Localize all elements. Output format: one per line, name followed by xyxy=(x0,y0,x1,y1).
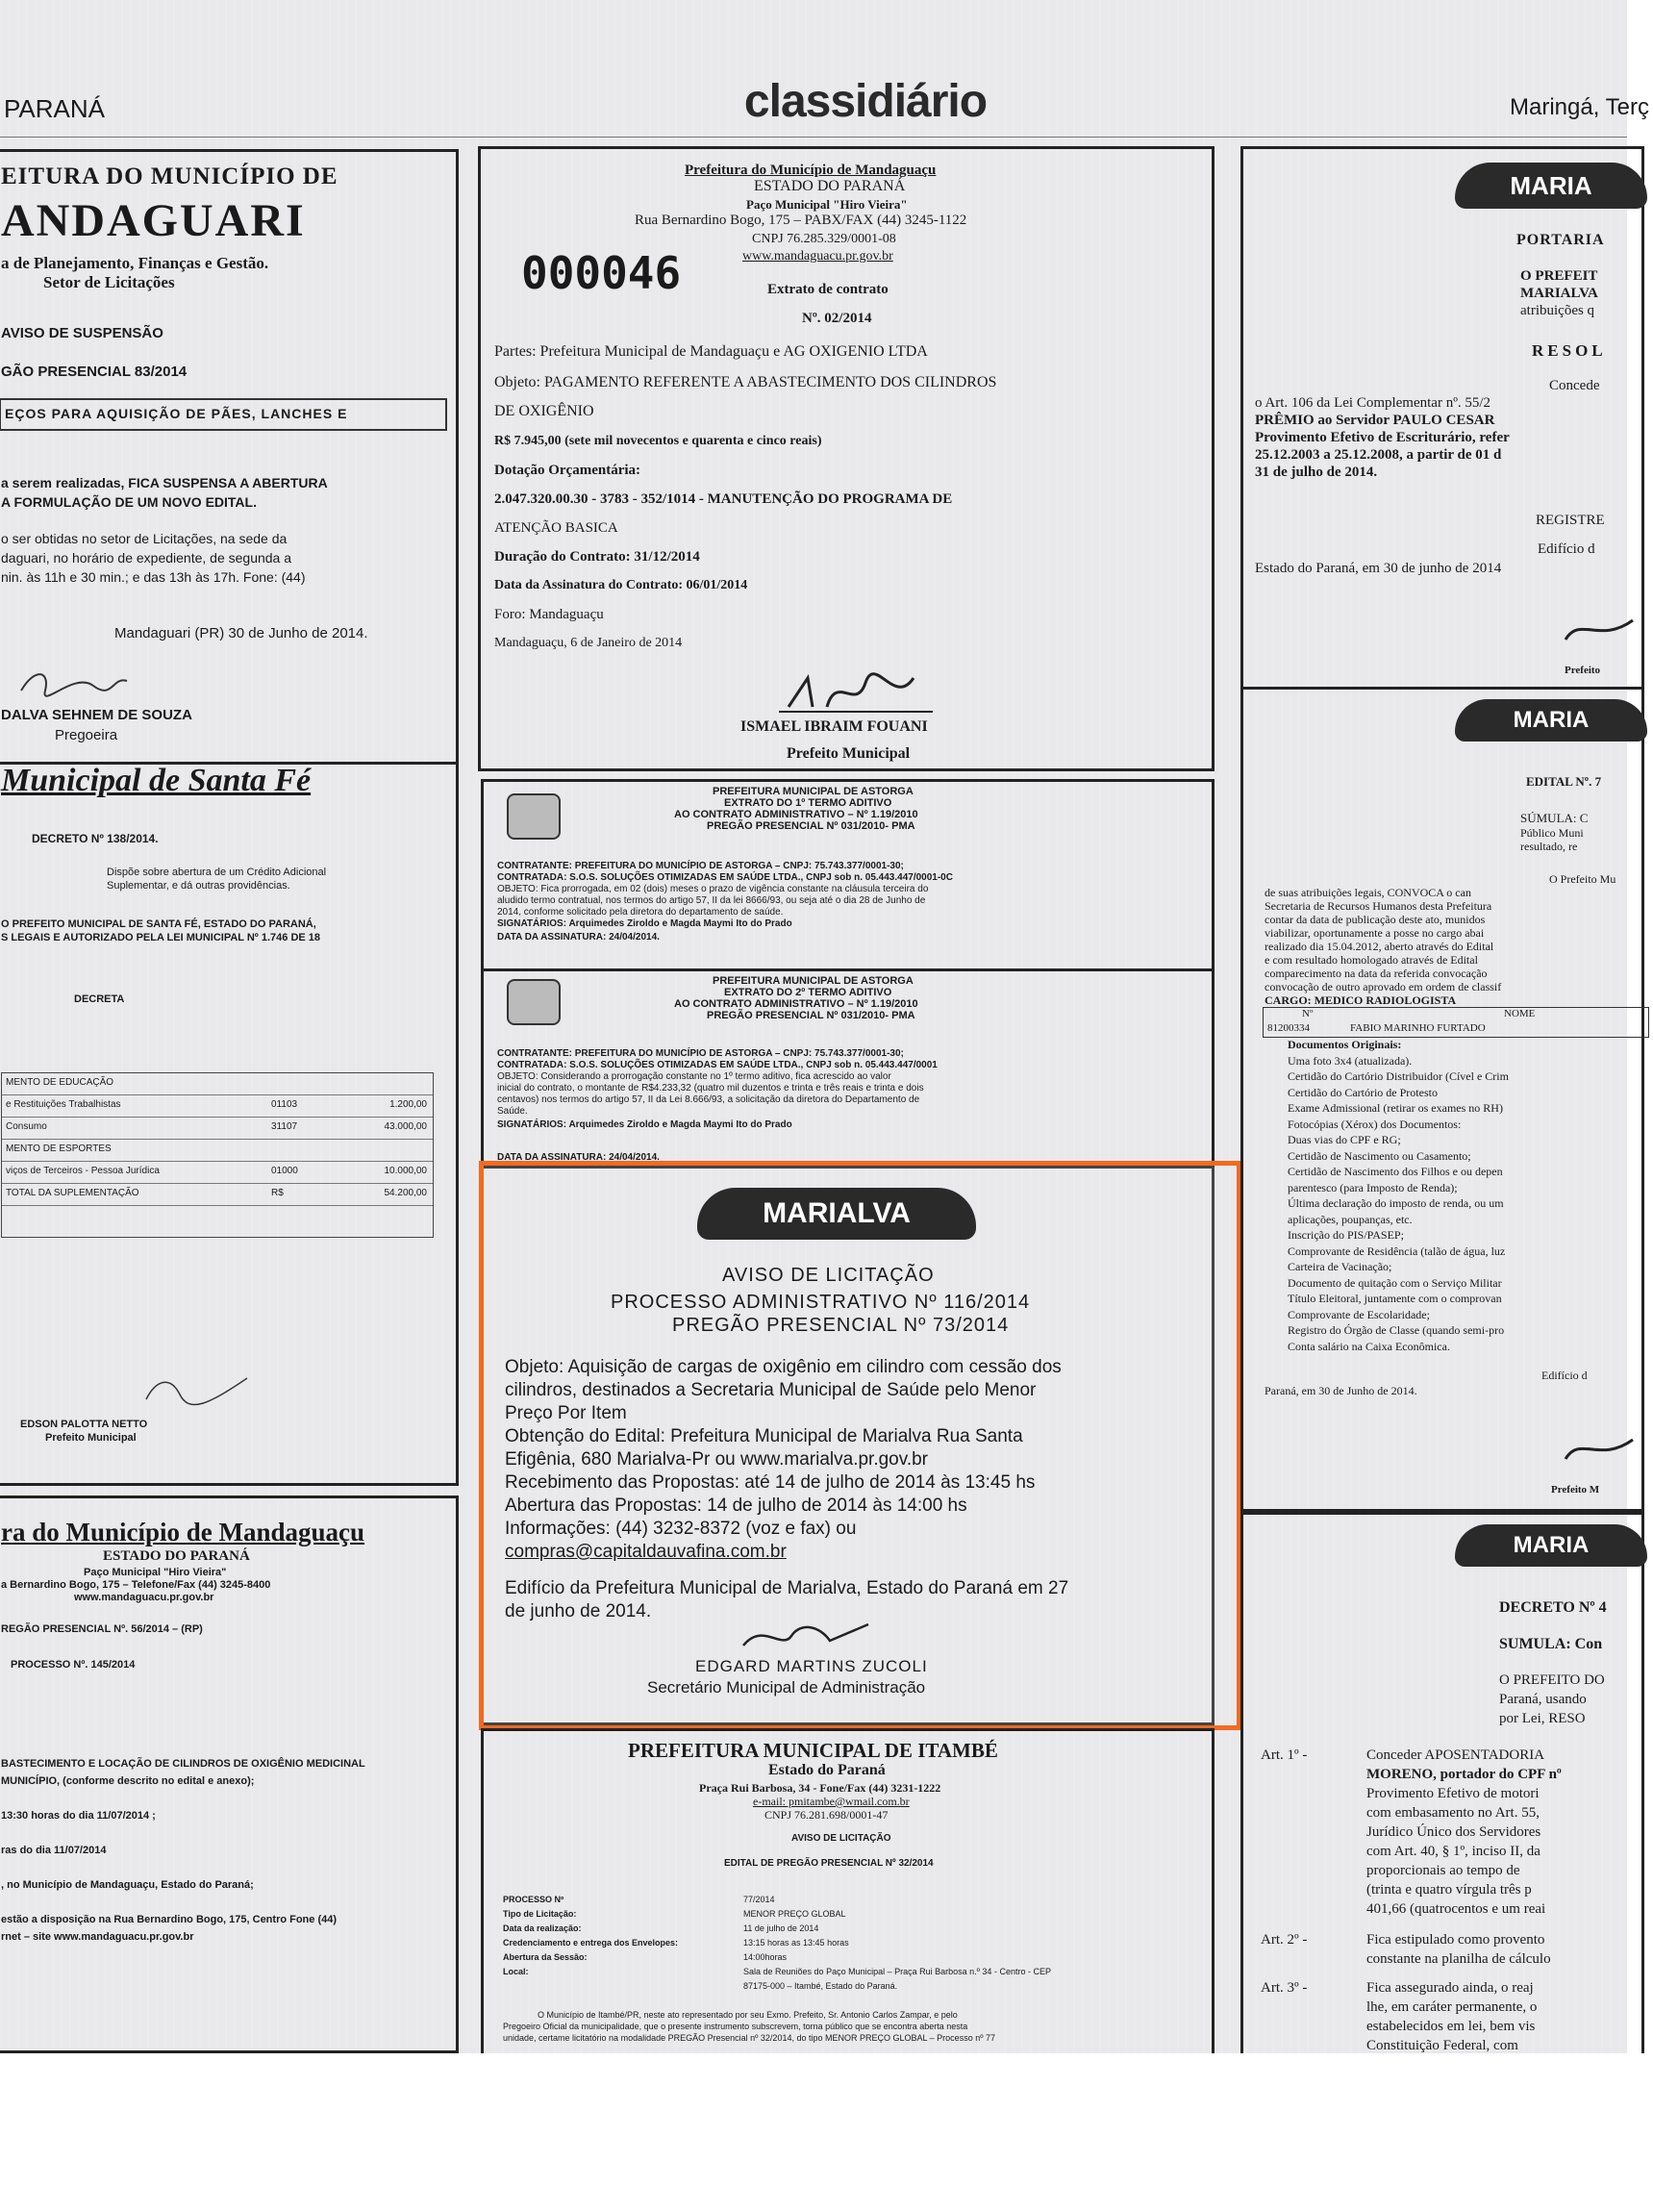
astorga2-head2: EXTRATO DO 2º TERMO ADITIVO xyxy=(724,987,892,998)
extrato-heading: Extrato de contrato xyxy=(767,282,889,297)
table-cell-label: viços de Terceiros - Pessoa Jurídica xyxy=(6,1166,160,1176)
detail-value: 77/2014 xyxy=(743,1895,775,1904)
mandaguari-body2: A FORMULAÇÃO DE UM NOVO EDITAL. xyxy=(1,494,257,510)
table-cell-label: e Restituições Trabalhistas xyxy=(6,1099,121,1110)
extrato-signer: ISMAEL IBRAIM FOUANI xyxy=(740,718,928,735)
right-parana2: Paraná, em 30 de Junho de 2014. xyxy=(1265,1384,1417,1397)
table-cell-value: 10.000,00 xyxy=(384,1166,427,1176)
right-edificio2: Edifício d xyxy=(1541,1369,1588,1382)
marialva-l11: de junho de 2014. xyxy=(505,1601,652,1621)
santafe-signer: EDSON PALOTTA NETTO xyxy=(20,1419,148,1430)
astorga-crest-icon xyxy=(507,979,561,1025)
marialva-l4: Obtenção do Edital: Prefeitura Municipal de Marialva Rua Santa xyxy=(505,1426,1023,1446)
list-item: Duas vias do CPF e RG; xyxy=(1288,1133,1401,1146)
right-signature-1 xyxy=(1561,611,1638,649)
extrato-signature xyxy=(769,668,942,716)
list-item: Conta salário na Caixa Econômica. xyxy=(1288,1339,1450,1353)
mandaguari-body4: daguari, no horário de expediente, de segunda a xyxy=(1,550,292,566)
table-row xyxy=(2,1095,433,1118)
extrato-stamp: 000046 xyxy=(521,247,682,299)
astorga1-head1: PREFEITURA MUNICIPAL DE ASTORGA xyxy=(713,786,914,797)
right-tbl-row-nome: FABIO MARINHO FURTADO xyxy=(1350,1022,1486,1034)
right-art-1: Art. 1º - xyxy=(1261,1747,1308,1763)
detail-key: Local: xyxy=(503,1967,529,1976)
right-convoca5: viabilizar, oportunamente a posse no cargo abai xyxy=(1265,926,1485,940)
extrato-assinatura: Data da Assinatura do Contrato: 06/01/2014 xyxy=(494,578,748,592)
detail-key: PROCESSO Nº xyxy=(503,1895,564,1904)
marialva-l8: Informações: (44) 3232-8372 (voz e fax) ou xyxy=(505,1519,857,1539)
astorga2-l5: centavos) nos termos do artigo 57, II da Lei 8.666/93, a solicitação da diretora do Departamento de xyxy=(497,1094,920,1105)
extrato-valor: R$ 7.945,00 (sete mil novecentos e quarenta e cinco reais) xyxy=(494,434,822,448)
list-item xyxy=(503,1981,1176,1996)
mandaguacu-processo: PROCESSO Nº. 145/2014 xyxy=(11,1659,136,1671)
right-documents-list xyxy=(1288,1038,1653,1365)
extrato-local: Mandaguaçu, 6 de Janeiro de 2014 xyxy=(494,636,683,650)
right-sumula-dec: SUMULA: Con xyxy=(1499,1636,1603,1652)
mandaguacu-site: www.mandaguacu.pr.gov.br xyxy=(74,1592,214,1603)
itambe-foot1: O Município de Itambé/PR, neste ato representado por seu Exmo. Prefeito, Sr. Antonio Carlos Zampar, e pelo xyxy=(538,2010,958,2020)
mandaguari-signature xyxy=(16,662,132,700)
right-art-1a: Conceder APOSENTADORIA xyxy=(1366,1747,1545,1763)
marialva-l7: Abertura das Propostas: 14 de julho de 2014 às 14:00 hs xyxy=(505,1496,967,1516)
astorga1-l7: DATA DA ASSINATURA: 24/04/2014. xyxy=(497,932,660,943)
mandaguari-aviso: AVISO DE SUSPENSÃO xyxy=(1,325,163,341)
astorga1-l4: aludido termo contratual, nos termos do artigo 57, II da lei 8666/93, ou seja até o dia 28 de Junho de xyxy=(497,895,926,906)
marialva-pregao: PREGÃO PRESENCIAL Nº 73/2014 xyxy=(672,1315,1010,1336)
marialva-l3: Preço Por Item xyxy=(505,1403,627,1423)
astorga1-l6: SIGNATÁRIOS: Arquimedes Ziroldo e Magda Maymi Ito do Prado xyxy=(497,918,792,929)
marialva-logo: MARIALVA xyxy=(697,1188,976,1240)
right-convoca1: O Prefeito Mu xyxy=(1549,872,1616,886)
extrato-duracao: Duração do Contrato: 31/12/2014 xyxy=(494,549,700,565)
mandaguacu-address: a Bernardino Bogo, 175 – Telefone/Fax (44) 3245-8400 xyxy=(1,1579,271,1591)
list-item: Certidão de Nascimento dos Filhos e ou depen xyxy=(1288,1165,1503,1178)
mandaguari-signer: DALVA SEHNEM DE SOUZA xyxy=(1,707,192,723)
marialva-l6: Recebimento das Propostas: até 14 de julho de 2014 às 13:45 hs xyxy=(505,1472,1036,1493)
right-convoca2: de suas atribuições legais, CONVOCA o can xyxy=(1265,886,1471,899)
right-convoca6: realizado dia 15.04.2012, aberto através do Edital xyxy=(1265,940,1494,953)
mandaguari-objeto: EÇOS PARA AQUISIÇÃO DE PÃES, LANCHES E xyxy=(5,406,348,421)
list-item: Documentos Originais: xyxy=(1288,1038,1402,1051)
table-cell-value: 54.200,00 xyxy=(384,1188,427,1198)
table-cell-code: R$ xyxy=(271,1188,284,1198)
table-cell-label: MENTO DE ESPORTES xyxy=(6,1144,112,1154)
extrato-partes: Partes: Prefeitura Municipal de Mandaguaçu e AG OXIGENIO LTDA xyxy=(494,343,928,360)
right-dec3: por Lei, RESO xyxy=(1499,1711,1586,1726)
list-item: Comprovante de Escolaridade; xyxy=(1288,1307,1430,1321)
detail-value: MENOR PREÇO GLOBAL xyxy=(743,1909,846,1919)
right-convoca4: contar da data de publicação deste ato, munidos xyxy=(1265,913,1486,926)
santafe-prefeito1: O PREFEITO MUNICIPAL DE SANTA FÉ, ESTADO DO PARANÁ, xyxy=(1,918,316,930)
right-prefeito-sig: Prefeito xyxy=(1565,665,1601,676)
mandaguari-body5: nin. às 11h e 30 min.; e das 13h às 17h. Fone: (44) xyxy=(1,569,306,585)
mandaguacu-title: ra do Município de Mandaguaçu xyxy=(1,1518,365,1546)
right-convocados-table xyxy=(1263,1007,1649,1038)
right-sumula1: SÚMULA: C xyxy=(1520,811,1589,825)
right-art-2b: constante na planilha de cálculo xyxy=(1366,1951,1551,1967)
right-sumula2: Público Muni xyxy=(1520,826,1584,840)
right-prefeito2-sig: Prefeito M xyxy=(1551,1484,1600,1496)
astorga1-l2: CONTRATADA: S.O.S. SOLUÇÕES OTIMIZADAS EM SAÚDE LTDA., CNPJ sob n. 05.443.447/0001-0C xyxy=(497,872,953,883)
santafe-decreta: DECRETA xyxy=(74,993,125,1005)
marialva-portaria-notice xyxy=(1240,146,1644,690)
table-cell-label: MENTO DE EDUCAÇÃO xyxy=(6,1077,114,1088)
santafe-notice xyxy=(0,755,459,1486)
mandaguari-notice xyxy=(0,149,459,765)
mandaguacu-pregao-notice xyxy=(0,1496,459,2053)
list-item xyxy=(503,1938,1176,1952)
list-item: Certidão do Cartório Distribuidor (Cível e Crim xyxy=(1288,1069,1509,1083)
mandaguari-body1: a serem realizadas, FICA SUSPENSA A ABERTURA xyxy=(1,475,328,490)
itambe-edital: EDITAL DE PREGÃO PRESENCIAL Nº 32/2014 xyxy=(724,1858,934,1869)
marialva-email: compras@capitaldauvafina.com.br xyxy=(505,1542,787,1562)
extrato-dotacao2: 2.047.320.00.30 - 3783 - 352/1014 - MANUTENÇÃO DO PROGRAMA DE xyxy=(494,491,953,507)
right-registre: REGISTRE xyxy=(1536,513,1605,528)
detail-key: Credenciamento e entrega dos Envelopes: xyxy=(503,1938,679,1948)
list-item xyxy=(503,1967,1176,1981)
right-art2: PRÊMIO ao Servidor PAULO CESAR xyxy=(1255,413,1495,428)
header-dateline: Maringá, Terç xyxy=(1510,94,1649,120)
right-signature-2 xyxy=(1561,1430,1638,1469)
right-art-1d: com embasamento no Art. 55, xyxy=(1366,1805,1540,1821)
itambe-details xyxy=(503,1895,1176,2000)
mandaguari-header: EITURA DO MUNICÍPIO DE xyxy=(1,163,338,189)
table-row xyxy=(2,1162,433,1184)
list-item: Uma foto 3x4 (atualizada). xyxy=(1288,1053,1413,1068)
list-item: Carteira de Vacinação; xyxy=(1288,1260,1392,1273)
header-state: PARANÁ xyxy=(4,94,105,123)
detail-value: 13:15 horas as 13:45 horas xyxy=(743,1938,849,1948)
astorga2-l6: Saúde. xyxy=(497,1106,528,1117)
itambe-title: PREFEITURA MUNICIPAL DE ITAMBÉ xyxy=(628,1739,998,1762)
marialva-right-logo: MARIA xyxy=(1455,163,1647,209)
list-item: Inscrição do PIS/PASEP; xyxy=(1288,1228,1404,1242)
marialva-right-logo-2: MARIA xyxy=(1455,699,1647,742)
mandaguacu-estado: ESTADO DO PARANÁ xyxy=(103,1548,250,1564)
extrato-objeto2: DE OXIGÊNIO xyxy=(494,403,594,419)
extrato-objeto1: Objeto: PAGAMENTO REFERENTE A ABASTECIMENTO DOS CILINDROS xyxy=(494,374,997,390)
santafe-ementa1: Dispõe sobre abertura de um Crédito Adicional xyxy=(107,867,327,878)
mandaguacu-l5: rnet – site www.mandaguacu.pr.gov.br xyxy=(1,1931,194,1943)
list-item: Registro do Órgão de Classe (quando semi-pro xyxy=(1288,1323,1505,1337)
right-dec1: O PREFEITO DO xyxy=(1499,1672,1605,1688)
table-cell-code: 31107 xyxy=(271,1121,298,1132)
mandaguacu-paco: Paço Municipal "Hiro Vieira" xyxy=(84,1567,227,1578)
right-art-1c: Provimento Efetivo de motori xyxy=(1366,1786,1540,1801)
table-row xyxy=(2,1184,433,1206)
list-item: parentesco (para Imposto de Renda); xyxy=(1288,1180,1458,1194)
astorga2-head4: PREGÃO PRESENCIAL Nº 031/2010- PMA xyxy=(707,1010,915,1021)
astorga-aditivo-1 xyxy=(481,779,1215,971)
astorga2-l7: SIGNATÁRIOS: Arquimedes Ziroldo e Magda Maymi Ito do Prado xyxy=(497,1119,792,1130)
mandaguari-date: Mandaguari (PR) 30 de Junho de 2014. xyxy=(114,625,368,641)
itambe-email: e-mail: pmitambe@wmail.com.br xyxy=(753,1795,910,1808)
extrato-contrato-notice xyxy=(478,146,1215,771)
list-item: Fotocópias (Xérox) dos Documentos: xyxy=(1288,1117,1462,1131)
right-art-3d: Constituição Federal, com xyxy=(1366,2038,1518,2053)
extrato-paco: Paço Municipal "Hiro Vieira" xyxy=(746,197,908,212)
extrato-site: www.mandaguacu.pr.gov.br xyxy=(742,249,893,264)
astorga1-head2: EXTRATO DO 1º TERMO ADITIVO xyxy=(724,797,892,809)
santafe-table xyxy=(1,1072,434,1238)
santafe-role: Prefeito Municipal xyxy=(45,1432,137,1444)
mandaguari-body3: o ser obtidas no setor de Licitações, na sede da xyxy=(1,531,288,546)
marialva-l10: Edifício da Prefeitura Municipal de Marialva, Estado do Paraná em 27 xyxy=(505,1578,1069,1598)
right-prefeito2: MARIALVA xyxy=(1520,286,1598,301)
table-cell-value: 1.200,00 xyxy=(389,1099,427,1110)
detail-value: 87175-000 – Itambé, Estado do Paraná. xyxy=(743,1981,898,1991)
marialva-l5: Efigênia, 680 Marialva-Pr ou www.marialva.pr.gov.br xyxy=(505,1449,929,1470)
mandaguari-name: ANDAGUARI xyxy=(1,195,306,246)
itambe-aviso: AVISO DE LICITAÇÃO xyxy=(791,1833,891,1844)
marialva-decreto-notice xyxy=(1240,1512,1644,2053)
right-estado: Estado do Paraná, em 30 de junho de 2014 xyxy=(1255,561,1502,576)
table-cell-value: 43.000,00 xyxy=(384,1121,427,1132)
mandaguacu-pregao: REGÃO PRESENCIAL Nº. 56/2014 – (RP) xyxy=(1,1623,203,1635)
right-art-2a: Fica estipulado como provento xyxy=(1366,1932,1545,1948)
right-convoca7: e com resultado homologado através de Edital xyxy=(1265,953,1478,967)
right-art-1h: (trinta e quatro vírgula três p xyxy=(1366,1882,1532,1898)
right-art-1g: proporcionais ao tempo de xyxy=(1366,1863,1520,1878)
right-art-1i: 401,66 (quatrocentos e um reai xyxy=(1366,1901,1546,1917)
detail-key: Abertura da Sessão: xyxy=(503,1952,588,1962)
list-item: aplicações, poupanças, etc. xyxy=(1288,1212,1413,1226)
extrato-role: Prefeito Municipal xyxy=(787,745,911,762)
table-row xyxy=(2,1118,433,1140)
list-item: Comprovante de Residência (talão de água, luz xyxy=(1288,1244,1506,1258)
table-cell-code: 01000 xyxy=(271,1166,298,1176)
list-item xyxy=(503,1952,1176,1967)
table-cell-code: 01103 xyxy=(271,1099,298,1110)
astorga1-l1: CONTRATANTE: PREFEITURA DO MUNICÍPIO DE ASTORGA – CNPJ: 75.743.377/0001-30; xyxy=(497,861,904,871)
itambe-foot2: Pregoeiro Oficial da municipalidade, que o presente instrumento subscrevem, torna público que se encontra aberta nesta xyxy=(503,2022,968,2031)
right-art-1f: com Art. 40, § 1º, inciso II, da xyxy=(1366,1844,1540,1859)
right-convoca9: convocação de outro aprovado em ordem de classif xyxy=(1265,980,1502,993)
astorga1-l3: OBJETO: Fica prorrogada, em 02 (dois) meses o prazo de vigência constante na cláusula terceira do xyxy=(497,884,929,894)
list-item xyxy=(503,1909,1176,1923)
astorga2-l8: DATA DA ASSINATURA: 24/04/2014. xyxy=(497,1152,660,1163)
right-tbl-n: Nº xyxy=(1302,1008,1314,1019)
right-edital: EDITAL Nº. 7 xyxy=(1526,774,1602,789)
extrato-foro: Foro: Mandaguaçu xyxy=(494,607,604,622)
right-convoca8: comparecimento na data da referida convocação xyxy=(1265,967,1488,980)
marialva-edital-convocacao xyxy=(1240,690,1644,1512)
mandaguari-dept: a de Planejamento, Finanças e Gestão. xyxy=(1,254,269,272)
astorga2-head3: AO CONTRATO ADMINISTRATIVO – Nº 1.19/2010 xyxy=(674,998,918,1010)
right-art-1e: Jurídico Único dos Servidores xyxy=(1366,1824,1541,1840)
itambe-estado: Estado do Paraná xyxy=(768,1762,886,1778)
table-cell-label: Consumo xyxy=(6,1121,47,1132)
marialva-role: Secretário Municipal de Administração xyxy=(647,1678,926,1697)
astorga2-head1: PREFEITURA MUNICIPAL DE ASTORGA xyxy=(713,975,914,987)
right-art3: Provimento Efetivo de Escriturário, refer xyxy=(1255,430,1510,445)
itambe-address: Praça Rui Barbosa, 34 - Fone/Fax (44) 3231-1222 xyxy=(699,1781,941,1795)
itambe-cnpj: CNPJ 76.281.698/0001-47 xyxy=(764,1808,889,1822)
list-item: Exame Admissional (retirar os exames no RH) xyxy=(1288,1101,1503,1115)
newspaper-masthead: classidiário xyxy=(743,76,988,127)
mandaguacu-l3: , no Município de Mandaguaçu, Estado do Paraná; xyxy=(1,1879,254,1891)
list-item: Documento de quitação com o Serviço Militar xyxy=(1288,1275,1502,1290)
orange-highlight-frame xyxy=(479,1161,1241,1730)
marialva-l2: cilindros, destinados a Secretaria Municipal de Saúde pelo Menor xyxy=(505,1380,1037,1400)
mandaguacu-l4: estão a disposição na Rua Bernardino Bogo, 175, Centro Fone (44) xyxy=(1,1914,338,1925)
santafe-signature xyxy=(141,1370,257,1409)
astorga2-l4: inicial do contrato, o montante de R$4.233,32 (quatro mil duzentos e trinta e três reais e trinta e dois xyxy=(497,1083,924,1093)
right-art1: o Art. 106 da Lei Complementar nº. 55/2 xyxy=(1255,395,1491,411)
astorga1-head4: PREGÃO PRESENCIAL Nº 031/2010- PMA xyxy=(707,820,915,832)
astorga2-l3: OBJETO: Considerando a prorrogação constante no 1º termo aditivo, fica acrescido ao valor xyxy=(497,1071,891,1082)
detail-key: Tipo de Licitação: xyxy=(503,1909,577,1919)
extrato-numero: Nº. 02/2014 xyxy=(802,311,872,326)
right-edificio: Edifício d xyxy=(1538,541,1595,557)
list-item: Certidão do Cartório de Protesto xyxy=(1288,1085,1438,1099)
right-dec2: Paraná, usando xyxy=(1499,1692,1587,1707)
santafe-ementa2: Suplementar, e dá outras providências. xyxy=(107,880,290,892)
right-art5: 31 de julho de 2014. xyxy=(1255,465,1378,480)
astorga-crest-icon xyxy=(507,793,561,840)
marialva-signer: EDGARD MARTINS ZUCOLI xyxy=(695,1657,928,1675)
mandaguari-sector: Setor de Licitações xyxy=(43,273,175,291)
right-art-3c: estabelecidos em lei, bem vis xyxy=(1366,2019,1536,2034)
detail-value: 11 de julho de 2014 xyxy=(743,1923,819,1933)
mandaguari-objeto-box xyxy=(0,398,447,431)
list-item: Certidão de Nascimento ou Casamento; xyxy=(1288,1148,1471,1163)
santafe-decreto: DECRETO Nº 138/2014. xyxy=(32,832,159,845)
detail-value: 14:00horas xyxy=(743,1952,788,1962)
right-convoca3: Secretaria de Recursos Humanos desta Prefeitura xyxy=(1265,899,1492,913)
right-art-3b: lhe, em caráter permanente, o xyxy=(1366,1999,1538,2015)
santafe-prefeito2: S LEGAIS E AUTORIZADO PELA LEI MUNICIPAL Nº 1.746 DE 18 xyxy=(1,932,321,943)
list-item: Última declaração do imposto de renda, ou um xyxy=(1288,1196,1504,1210)
detail-key: Data da realização: xyxy=(503,1923,582,1933)
extrato-cnpj: CNPJ 76.285.329/0001-08 xyxy=(752,232,896,246)
mandaguacu-objeto: BASTECIMENTO E LOCAÇÃO DE CILINDROS DE OXIGÊNIO MEDICINAL xyxy=(1,1758,365,1770)
list-item xyxy=(503,1895,1176,1909)
right-resolve: RESOL xyxy=(1532,341,1607,360)
header-rule xyxy=(0,137,1627,138)
santafe-title: Municipal de Santa Fé xyxy=(1,763,312,798)
right-tbl-row-n: 81200334 xyxy=(1267,1022,1310,1034)
mandaguacu-obj2: MUNICÍPIO, (conforme descrito no edital e anexo); xyxy=(1,1775,255,1787)
right-art-3: Art. 3º - xyxy=(1261,1980,1308,1996)
mandaguari-role: Pregoeira xyxy=(55,727,118,743)
right-prefeito3: atribuições q xyxy=(1520,303,1595,318)
right-sumula3: resultado, re xyxy=(1520,840,1578,853)
marialva-l1: Objeto: Aquisição de cargas de oxigênio em cilindro com cessão dos xyxy=(505,1357,1062,1377)
right-cargo: CARGO: MEDICO RADIOLOGISTA xyxy=(1265,993,1457,1007)
right-art-1b: MORENO, portador do CPF nº xyxy=(1366,1767,1562,1782)
right-art-3a: Fica assegurado ainda, o reaj xyxy=(1366,1980,1534,1996)
extrato-address: Rua Bernardino Bogo, 175 – PABX/FAX (44) 3245-1122 xyxy=(635,213,967,228)
list-item: Título Eleitoral, juntamente com o comprovan xyxy=(1288,1292,1502,1305)
table-row xyxy=(2,1140,433,1162)
marialva-processo: PROCESSO ADMINISTRATIVO Nº 116/2014 xyxy=(611,1292,1031,1313)
mandaguari-pregao: GÃO PRESENCIAL 83/2014 xyxy=(1,364,188,380)
astorga2-l2: CONTRATADA: S.O.S. SOLUÇÕES OTIMIZADAS EM SAÚDE LTDA., CNPJ sob n. 05.443.447/0001 xyxy=(497,1060,938,1070)
right-concede: Concede xyxy=(1549,378,1600,393)
extrato-prefeitura: Prefeitura do Município de Mandaguaçu xyxy=(685,163,937,178)
right-prefeito1: O PREFEIT xyxy=(1520,268,1598,284)
right-portaria: PORTARIA xyxy=(1516,232,1605,248)
marialva-aviso: AVISO DE LICITAÇÃO xyxy=(722,1265,935,1286)
marialva-right-logo-3: MARIA xyxy=(1455,1524,1647,1567)
mandaguacu-l1: 13:30 horas do dia 11/07/2014 ; xyxy=(1,1810,156,1822)
table-cell-label: TOTAL DA SUPLEMENTAÇÃO xyxy=(6,1188,139,1198)
detail-value: Sala de Reuniões do Paço Municipal – Praça Rui Barbosa n.º 34 - Centro - CEP xyxy=(743,1967,1051,1976)
itambe-notice xyxy=(481,1728,1215,2053)
astorga1-l5: 2014, conforme solicitado pela diretora do departamento de saúde. xyxy=(497,907,784,917)
mandaguacu-l2: ras do dia 11/07/2014 xyxy=(1,1845,107,1856)
astorga1-head3: AO CONTRATO ADMINISTRATIVO – Nº 1.19/2010 xyxy=(674,809,918,820)
itambe-foot3: unidade, certame licitatório na modalidade PREGÃO Presencial nº 32/2014, do tipo MENOR PREÇO GLOBAL – Processo nº 77 xyxy=(503,2033,995,2043)
right-decreto: DECRETO Nº 4 xyxy=(1499,1599,1607,1616)
extrato-estado: ESTADO DO PARANÁ xyxy=(754,178,906,194)
astorga-aditivo-2 xyxy=(481,971,1215,1164)
right-art4: 25.12.2003 a 25.12.2008, a partir de 01 d xyxy=(1255,447,1502,463)
right-art-2: Art. 2º - xyxy=(1261,1932,1308,1948)
list-item xyxy=(503,1923,1176,1938)
table-row xyxy=(2,1073,433,1095)
astorga2-l1: CONTRATANTE: PREFEITURA DO MUNICÍPIO DE ASTORGA – CNPJ: 75.743.377/0001-30; xyxy=(497,1048,904,1059)
extrato-dotacao: Dotação Orçamentária: xyxy=(494,463,641,478)
right-tbl-nome: NOME xyxy=(1504,1008,1536,1019)
extrato-dotacao3: ATENÇÃO BASICA xyxy=(494,520,618,536)
